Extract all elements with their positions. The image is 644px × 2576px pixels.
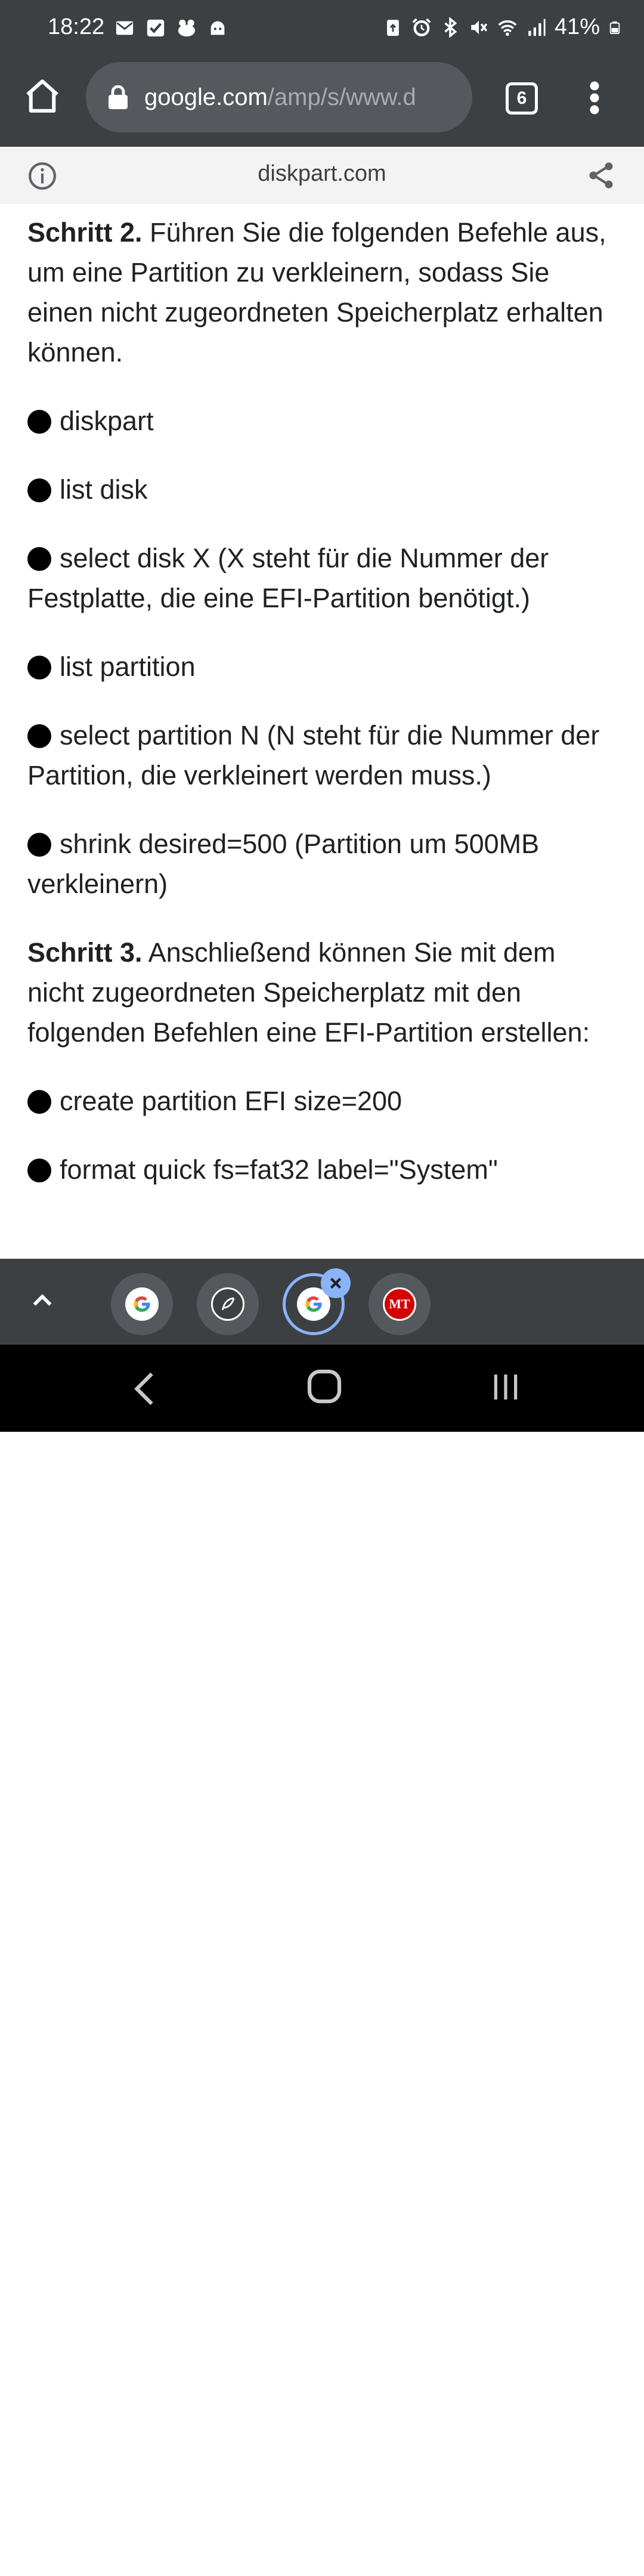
bullet-icon <box>27 547 51 571</box>
tab-switcher-button[interactable]: 6 <box>506 82 538 115</box>
tab-mt[interactable] <box>369 1273 431 1335</box>
recents-icon[interactable] <box>489 1372 522 1402</box>
amp-header <box>0 147 644 204</box>
wifi-icon <box>497 17 518 38</box>
url-path: /amp/s/www.d <box>267 84 416 110</box>
list-item <box>27 647 618 687</box>
status-bar <box>0 0 644 58</box>
bullet-icon <box>27 478 51 502</box>
home-icon[interactable] <box>23 76 62 116</box>
list-item <box>27 470 618 509</box>
list-item <box>27 1150 618 1190</box>
step2-paragraph <box>27 212 618 372</box>
mute-icon <box>469 17 489 38</box>
share-icon[interactable] <box>586 160 617 191</box>
bullet-icon <box>27 1159 51 1182</box>
bullet-icon <box>27 1090 51 1114</box>
list-item-text: list disk <box>60 474 148 505</box>
bullet-icon <box>27 656 51 679</box>
battery-icon <box>608 17 621 38</box>
list-item-text: select partition N (N steht für die Nummer der Partition, die verkleinert werden muss.) <box>27 720 600 790</box>
lock-icon <box>107 85 129 109</box>
list-item-text: select disk X (X steht für die Nummer der Festplatte, die eine EFI-Partition benötigt.) <box>27 543 549 613</box>
mail-icon <box>114 18 135 38</box>
bullet-icon <box>27 724 51 748</box>
app-icon <box>177 18 197 38</box>
list-item <box>27 538 618 618</box>
battery-saver-icon <box>383 17 403 38</box>
list-item <box>27 401 618 441</box>
status-right <box>383 14 621 40</box>
home-nav-icon[interactable] <box>306 1369 342 1404</box>
step3-paragraph <box>27 932 618 1052</box>
mt-label: MT <box>389 1296 410 1311</box>
amp-domain: diskpart.com <box>258 161 386 186</box>
chevron-up-icon[interactable] <box>29 1287 56 1315</box>
check-icon <box>145 18 166 38</box>
android-icon <box>208 18 228 38</box>
bluetooth-icon <box>440 17 460 38</box>
list-item <box>27 715 618 795</box>
url-host: google.com <box>144 84 268 110</box>
feather-icon <box>211 1287 244 1321</box>
list-item-text: format quick fs=fat32 label="System" <box>60 1154 498 1185</box>
status-time: 18:22 <box>48 14 105 39</box>
list-item-text: create partition EFI size=200 <box>60 1086 402 1116</box>
tab-feather[interactable] <box>197 1273 259 1335</box>
mt-icon <box>383 1287 416 1321</box>
bullet-icon <box>27 410 51 434</box>
bullet-icon <box>27 833 51 857</box>
step2-text: Führen Sie die folgenden Befehle aus, um eine Partition zu verkleinern, sodass Sie einen nicht zugeordneten Speicherplatz erhalten können. <box>27 217 606 367</box>
system-nav-bar <box>0 1345 644 1432</box>
alarm-icon <box>411 17 432 38</box>
tab-strip <box>0 1259 644 1345</box>
tab-google[interactable] <box>111 1273 173 1335</box>
list-item-text: shrink desired=500 (Partition um 500MB verkleinern) <box>27 829 540 899</box>
step2-title: Schritt 2. <box>27 217 143 248</box>
step3-title: Schritt 3. <box>27 937 143 968</box>
battery-percent: 41% <box>554 14 600 39</box>
list-item <box>27 824 618 904</box>
list-item <box>27 1081 618 1121</box>
browser-toolbar <box>0 58 644 147</box>
more-menu-icon[interactable] <box>580 80 609 116</box>
url-text <box>144 84 454 111</box>
address-bar[interactable] <box>86 62 472 132</box>
close-tab-icon[interactable] <box>321 1268 351 1298</box>
article-content <box>27 212 618 1218</box>
new-tab-icon[interactable] <box>586 2546 615 2576</box>
list-item-text: list partition <box>60 651 196 682</box>
google-icon <box>125 1287 159 1321</box>
signal-icon <box>526 17 546 38</box>
list-item-text: diskpart <box>60 406 154 436</box>
step3-text: Anschließend können Sie mit dem nicht zugeordneten Speicherplatz mit den folgenden Befehlen eine EFI-Partition erstellen: <box>27 937 590 1048</box>
back-icon[interactable] <box>132 1371 156 1407</box>
notification-icons <box>114 18 228 38</box>
